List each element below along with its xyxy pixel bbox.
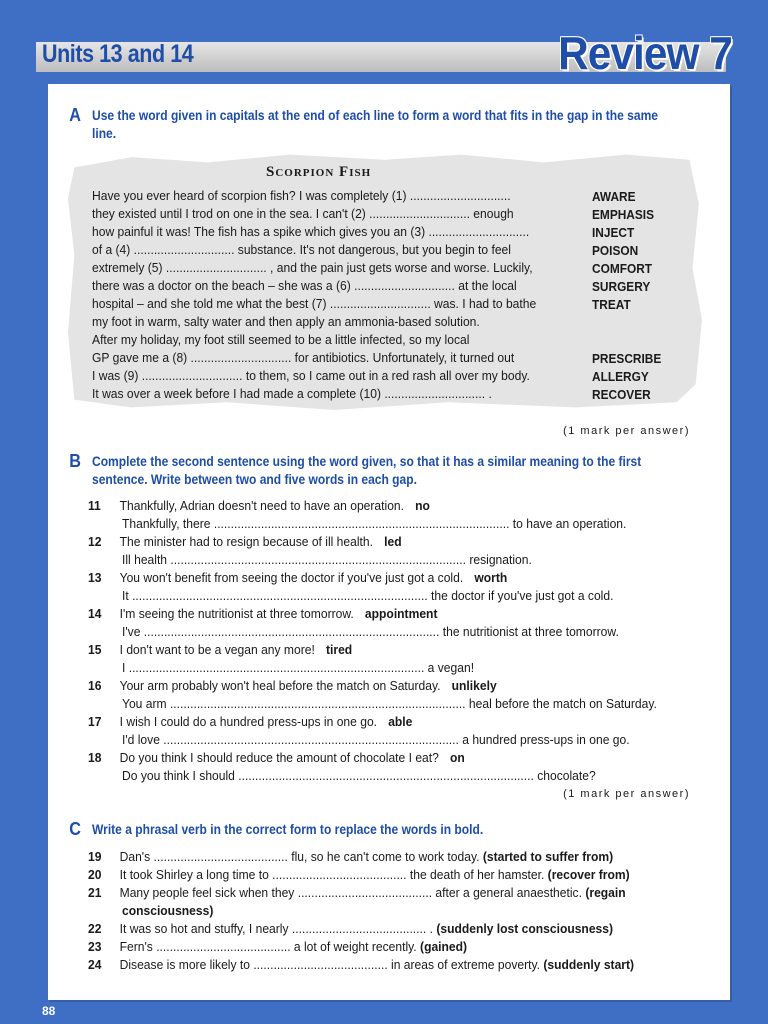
keyword: COMFORT [592,262,653,276]
text-line: hospital – and she told me what the best (7) .............................. was. I had to bathe [92,296,537,311]
question-number: 16 [88,678,102,693]
text-line: they existed until I trod on one in the sea. I can't (2) .............................. enough [92,206,514,221]
question-first: Your arm probably won't heal before the match on Saturday. [119,678,441,693]
keyword: EMPHASIS [592,208,655,222]
question-item [88,498,430,514]
question-item [88,606,437,622]
question-number: 24 [88,957,102,972]
question-item [88,570,507,586]
question-keyword: on [450,750,465,765]
section-c-letter: C [69,819,81,839]
question-text: Many people feel sick when they ........................................ after a general anaesthetic. [119,885,582,900]
bold-phrase: (regain [585,885,626,900]
question-number: 18 [88,750,102,765]
section-a-heading [68,106,768,142]
answer-line: You arm ........................................................................................ heal before the match on Saturday. [122,696,657,711]
keyword: TREAT [592,298,631,312]
question-first: The minister had to resign because of ill health. [119,534,373,549]
question-number: 12 [88,534,102,549]
question-keyword: worth [474,570,508,585]
question-item [88,867,630,883]
question-text: It was so hot and stuffy, I nearly ........................................ . [119,921,433,936]
units-title: Units 13 and 14 [42,40,194,68]
question-first: Do you think I should reduce the amount of chocolate I eat? [119,750,439,765]
page-number: 88 [42,1004,56,1018]
question-number: 19 [88,849,102,864]
question-keyword: led [384,534,402,549]
keyword: SURGERY [592,280,651,294]
question-item [88,957,634,973]
text-line: of a (4) .............................. substance. It's not dangerous, but you begin to feel [92,242,511,257]
question-item [88,939,467,955]
answer-line: It ........................................................................................ the doctor if you've just got a cold. [122,588,614,603]
question-item [88,921,613,937]
question-text: Fern's ........................................ a lot of weight recently. [119,939,417,954]
section-b-letter: B [69,451,81,471]
section-a-instruction: Use the word given in capitals at the end of each line to form a word that fits in the gap in the same line. [92,107,658,141]
keyword: AWARE [592,190,636,204]
section-b-instruction: Complete the second sentence using the word given, so that it has a similar meaning to the first sentence. Write between two and five words in each gap. [92,453,642,487]
text-line: After my holiday, my foot still seemed to be a little infected, so my local [92,332,470,347]
question-first: I wish I could do a hundred press-ups in one go. [119,714,378,729]
bold-phrase: (gained) [420,939,468,954]
question-keyword: appointment [364,606,438,621]
question-keyword: unlikely [451,678,497,693]
section-b-heading [68,452,768,488]
answer-line: I'd love ........................................................................................ a hundred press-ups in one go. [122,732,630,747]
section-a-letter: A [69,105,81,125]
marks-note-b: (1 mark per answer) [563,788,690,800]
bold-phrase-cont [122,903,213,919]
question-item [88,849,613,865]
bold-phrase: (suddenly start) [543,957,635,972]
keyword: ALLERGY [592,370,649,384]
answer-line: Do you think I should ........................................................................................ chocolate? [122,768,596,783]
question-item [88,534,402,550]
bold-phrase: consciousness) [122,903,214,918]
question-number: 17 [88,714,102,729]
question-item [88,714,412,730]
question-number: 11 [88,498,101,513]
question-text: Disease is more likely to ........................................ in areas of extreme poverty. [119,957,541,972]
question-number: 15 [88,642,102,657]
section-c-heading [68,820,768,838]
question-keyword: tired [325,642,353,657]
keyword: INJECT [592,226,635,240]
question-first: I don't want to be a vegan any more! [119,642,315,657]
question-first: I'm seeing the nutritionist at three tomorrow. [119,606,354,621]
review-title: Review 7 [558,27,732,79]
question-number: 13 [88,570,102,585]
question-number: 23 [88,939,102,954]
question-item [88,885,626,901]
question-first: You won't benefit from seeing the doctor if you've just got a cold. [119,570,464,585]
answer-line: I've ........................................................................................ the nutritionist at three tomorrow. [122,624,619,639]
keyword: POISON [592,244,639,258]
answer-line: I ........................................................................................ a vegan! [122,660,475,675]
question-keyword: no [415,498,430,513]
question-first: Thankfully, Adrian doesn't need to have an operation. [119,498,405,513]
question-keyword: able [388,714,413,729]
answer-line: Thankfully, there ........................................................................................ to have an operation. [122,516,627,531]
question-item [88,678,497,694]
question-number: 14 [88,606,102,621]
bold-phrase: (started to suffer from) [482,849,614,864]
text-line: It was over a week before I had made a complete (10) .............................. . [92,386,492,401]
question-number: 22 [88,921,102,936]
keyword: RECOVER [592,388,651,402]
question-text: It took Shirley a long time to ........................................ the death of her hamster. [119,867,545,882]
section-c-instruction: Write a phrasal verb in the correct form to replace the words in bold. [92,821,484,837]
answer-line: Ill health ........................................................................................ resignation. [122,552,532,567]
text-line: Have you ever heard of scorpion fish? I was completely (1) .............................. [92,188,511,203]
question-number: 21 [88,885,102,900]
question-item [88,750,465,766]
question-text: Dan's ........................................ flu, so he can't come to work today. [119,849,480,864]
bold-phrase: (recover from) [547,867,630,882]
marks-note-a: (1 mark per answer) [563,425,690,437]
text-line: extremely (5) .............................. , and the pain just gets worse and worse. Luckily, [92,260,533,275]
question-number: 20 [88,867,102,882]
text-line: GP gave me a (8) .............................. for antibiotics. Unfortunately, it turned out [92,350,515,365]
text-line: my foot in warm, salty water and then apply an ammonia-based solution. [92,314,480,329]
keyword: PRESCRIBE [592,352,662,366]
question-item [88,642,352,658]
text-line: how painful it was! The fish has a spike which gives you an (3) .............................. [92,224,530,239]
box-title: Scorpion Fish [266,164,372,180]
bold-phrase: (suddenly lost consciousness) [436,921,614,936]
exercise-sheet [48,84,730,1000]
text-line: there was a doctor on the beach – she was a (6) .............................. at the local [92,278,517,293]
text-line: I was (9) .............................. to them, so I came out in a red rash all over my body. [92,368,530,383]
